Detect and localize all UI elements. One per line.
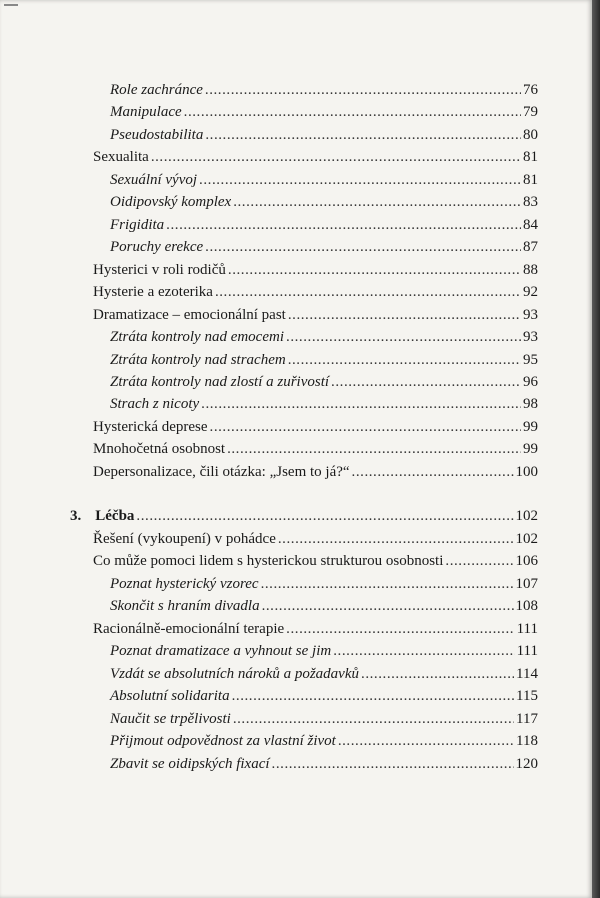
toc-entry-page-number: 84 — [523, 217, 538, 233]
toc-entry-page-number: 92 — [523, 284, 538, 300]
toc-entry-title: Dramatizace – emocionální past — [93, 307, 286, 323]
toc-entry — [93, 551, 538, 571]
toc-entry — [110, 192, 538, 212]
toc-entry-title: Ztráta kontroly nad zlostí a zuřivostí — [110, 374, 330, 390]
toc-entry-title: Poznat hysterický vzorec — [110, 576, 259, 592]
toc-entry-title: Poznat dramatizace a vyhnout se jim — [110, 643, 332, 659]
dot-leader — [262, 596, 514, 616]
toc-entry — [93, 462, 538, 482]
toc-entry-title: Ztráta kontroly nad emocemi — [110, 329, 285, 345]
toc-entry-page-number: 111 — [516, 643, 538, 659]
toc-entry — [110, 574, 538, 594]
toc-entry-page-number: 102 — [515, 508, 538, 524]
dot-leader — [288, 305, 521, 325]
toc-entry-title: Řešení (vykoupení) v pohádce — [93, 531, 276, 547]
toc-entry — [110, 641, 538, 661]
toc-entry-page-number: 96 — [523, 374, 538, 390]
toc-entry — [93, 417, 538, 437]
toc-entry — [110, 596, 538, 616]
dot-leader — [338, 731, 514, 751]
toc-entry-title: Zbavit se oidipských fixací — [110, 756, 270, 772]
toc-entry-page-number: 120 — [515, 756, 538, 772]
toc-entry — [110, 80, 538, 100]
toc-entry-title: Absolutní solidarita — [110, 688, 230, 704]
toc-entry-title: Mnohočetná osobnost — [93, 441, 226, 457]
toc-entry-page-number: 81 — [523, 172, 538, 188]
toc-entry-page-number: 102 — [515, 531, 538, 547]
dot-leader — [205, 125, 521, 145]
dot-leader — [333, 641, 514, 661]
toc-entry — [110, 350, 538, 370]
toc-entry-page-number: 83 — [523, 194, 538, 210]
toc-entry-title: Vzdát se absolutních nároků a požadavků — [110, 666, 360, 682]
toc-entry-page-number: 108 — [515, 598, 538, 614]
toc-entry — [93, 529, 538, 549]
toc-entry-title: Přijmout odpovědnost za vlastní život — [110, 733, 336, 749]
toc-entry-title: Skončit s hraním divadla — [110, 598, 260, 614]
dot-leader — [201, 394, 521, 414]
toc-entry-page-number: 106 — [515, 553, 538, 569]
dot-leader — [228, 260, 521, 280]
toc-entry-page-number: 93 — [523, 329, 538, 345]
toc-entry — [70, 506, 538, 526]
dot-leader — [233, 192, 521, 212]
toc-entry-title: Frigidita — [110, 217, 165, 233]
toc-entry-title: Role zachránce — [110, 82, 203, 98]
toc-entry — [110, 237, 538, 257]
toc-entry — [93, 260, 538, 280]
dot-leader — [361, 664, 514, 684]
toc-entry-title: Pseudostabilita — [110, 127, 204, 143]
toc-entry — [93, 305, 538, 325]
toc-entry-page-number: 118 — [516, 733, 538, 749]
toc-entry — [110, 215, 538, 235]
toc-entry-title: Hysterie a ezoterika — [93, 284, 213, 300]
dot-leader — [227, 439, 521, 459]
toc-entry — [110, 686, 538, 706]
toc-entry-page-number: 117 — [516, 711, 538, 727]
toc-entry-title: Racionálně-emocionální terapie — [93, 621, 285, 637]
toc-entry-page-number: 80 — [523, 127, 538, 143]
toc-entry-page-number: 79 — [523, 104, 538, 120]
toc-entry — [110, 731, 538, 751]
toc-entry-title: Hysterická deprese — [93, 419, 208, 435]
toc-entry — [93, 619, 538, 639]
toc-entry-title: Léčba — [95, 508, 135, 524]
dot-leader — [166, 215, 521, 235]
toc-entry-page-number: 111 — [516, 621, 538, 637]
dot-leader — [261, 574, 514, 594]
dot-leader — [272, 754, 514, 774]
toc-entry-title: Sexuální vývoj — [110, 172, 198, 188]
dot-leader — [445, 551, 513, 571]
toc-entry-page-number: 114 — [516, 666, 538, 682]
toc-entry-page-number: 93 — [523, 307, 538, 323]
toc-entry — [110, 709, 538, 729]
toc-entry-title: Hysterici v roli rodičů — [93, 262, 226, 278]
chapter-number: 3. — [70, 508, 82, 524]
toc-entry — [110, 372, 538, 392]
dot-leader — [331, 372, 521, 392]
dot-leader — [151, 147, 521, 167]
dot-leader — [184, 102, 521, 122]
dot-leader — [210, 417, 521, 437]
toc-entry — [110, 664, 538, 684]
dot-leader — [215, 282, 521, 302]
dot-leader — [232, 686, 514, 706]
toc-entry-page-number: 100 — [515, 464, 538, 480]
toc-entry-page-number: 115 — [516, 688, 538, 704]
dot-leader — [278, 529, 514, 549]
toc-entry-page-number: 107 — [515, 576, 538, 592]
toc-entry-title: Strach z nicoty — [110, 396, 200, 412]
dot-leader — [286, 619, 514, 639]
dot-leader — [288, 350, 521, 370]
toc-entry — [110, 754, 538, 774]
toc-entry-title: Co může pomoci lidem s hysterickou strukturou osobnosti — [93, 553, 444, 569]
dot-leader — [199, 170, 521, 190]
toc-entry — [110, 170, 538, 190]
toc-entry-title: Naučit se trpělivosti — [110, 711, 231, 727]
toc-entry — [110, 394, 538, 414]
toc-entry-page-number: 98 — [523, 396, 538, 412]
toc-entry-page-number: 88 — [523, 262, 538, 278]
toc-entry-page-number: 99 — [523, 419, 538, 435]
toc-entry-title: Oidipovský komplex — [110, 194, 232, 210]
corner-mark — [4, 4, 18, 6]
dot-leader — [205, 237, 521, 257]
toc-entry-page-number: 87 — [523, 239, 538, 255]
toc-entry — [110, 102, 538, 122]
dot-leader — [136, 506, 513, 526]
toc-entry-title: Depersonalizace, čili otázka: „Jsem to já?“ — [93, 464, 350, 480]
toc-entry — [93, 147, 538, 167]
toc-entry-page-number: 76 — [523, 82, 538, 98]
page-edge-shadow — [592, 0, 600, 898]
toc-entry-page-number: 95 — [523, 352, 538, 368]
toc-entry-page-number: 81 — [523, 149, 538, 165]
toc-entry-title: Poruchy erekce — [110, 239, 204, 255]
toc-entry-page-number: 99 — [523, 441, 538, 457]
dot-leader — [205, 80, 521, 100]
toc-entry — [110, 125, 538, 145]
toc-entry — [93, 282, 538, 302]
dot-leader — [286, 327, 521, 347]
toc-entry-title: Ztráta kontroly nad strachem — [110, 352, 286, 368]
toc-entry — [93, 439, 538, 459]
toc-entry-title: Sexualita — [93, 149, 149, 165]
dot-leader — [352, 462, 514, 482]
toc-entry-title: Manipulace — [110, 104, 182, 120]
toc-entry — [110, 327, 538, 347]
dot-leader — [233, 709, 514, 729]
